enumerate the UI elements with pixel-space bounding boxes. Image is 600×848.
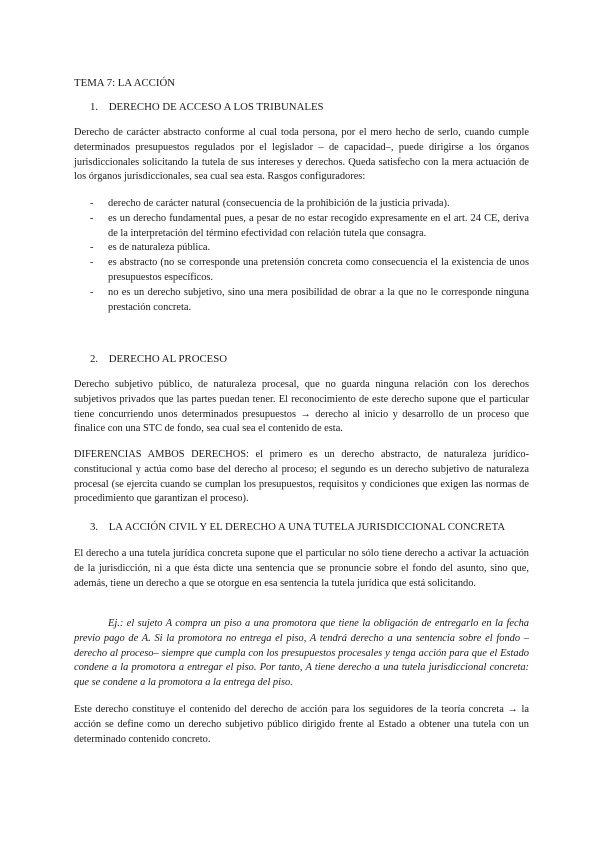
section-1-title: DERECHO DE ACCESO A LOS TRIBUNALES <box>108 101 324 113</box>
section-2-differences: DIFERENCIAS AMBOS DERECHOS: el primero es un derecho abstracto, de naturaleza jurídico-constitucional y actúa como base del derecho al proceso; el segundo es un derecho subjetivo de naturaleza procesal (se ejercita cuando se cumplan los presupuestos, requisitos y condiciones que exigen las normas de procedimiento que garantizan el proceso). <box>74 449 529 505</box>
section-2-number: 2. <box>90 353 99 365</box>
section-1-bullet-list <box>90 197 529 315</box>
section-3-paragraph-2: Este derecho constituye el contenido del derecho de acción para los seguidores de la teoría concreta → la acción se define como un derecho subjetivo público dirigido frente al Estado a obtener una tutela con un determinado contenido concreto. <box>74 704 529 745</box>
list-item: - es un derecho fundamental pues, a pesar de no estar recogido expresamente en el art. 24 CE, deriva de la interpretación del término efectividad con relación tutela que consagra. <box>90 212 529 239</box>
section-3-example: Ej.: el sujeto A compra un piso a una promotora que tiene la obligación de entregarlo en la fecha previo pago de A. Si la promotora no entrega el piso, A tendrá derecho a una sentencia sobre el fondo –derecho al proceso– siempre que cumpla con los presupuestos procesales y tenga acción para que el Estado condene a la promotora a entregar el piso. Por tanto, A tiene derecho a una tutela jurisdiccional concreta: que se condene a la promotora a la entrega del piso. <box>74 618 529 689</box>
section-2-title: DERECHO AL PROCESO <box>108 353 228 365</box>
section-3-paragraph-1: El derecho a una tutela jurídica concreta supone que el particular no sólo tiene derecho a activar la actuación de la jurisdicción, ni a que ésta dicte una sentencia que se pronuncie sobre el fondo del asunto, sino que, además, tiene un derecho a que se otorgue en esa sentencia la tutela jurídica que está solicitando. <box>74 548 529 589</box>
section-3-heading <box>90 520 505 535</box>
list-item: - es de naturaleza pública. <box>90 242 211 254</box>
section-3-title: LA ACCIÓN CIVIL Y EL DERECHO A UNA TUTELA JURISDICCIONAL CONCRETA <box>108 521 506 533</box>
section-2-heading <box>90 352 227 367</box>
list-item: - no es un derecho subjetivo, sino una mera posibilidad de obrar a la que no le corresponde ninguna prestación concreta. <box>90 286 529 313</box>
section-3-number: 3. <box>90 521 99 533</box>
section-2-paragraph: Derecho subjetivo público, de naturaleza procesal, que no guarda ninguna relación con los derechos subjetivos privados que las partes puedan tener. El reconocimiento de este derecho supone que el particular tiene concurriendo unos determinados presupuestos → derecho al inicio y desarrollo de un proceso que finalice con una STC de fondo, sea cual sea el contenido de esta. <box>74 379 529 435</box>
section-1-number: 1. <box>90 101 99 113</box>
document-title: TEMA 7: LA ACCIÓN <box>74 77 176 89</box>
list-item: - derecho de carácter natural (consecuencia de la prohibición de la justicia privada). <box>90 198 450 209</box>
list-item: - es abstracto (no se corresponde una pretensión concreta como consecuencia el la existencia de unos presupuestos específicos. <box>90 257 529 283</box>
section-1-heading <box>90 100 324 115</box>
section-1-paragraph: Derecho de carácter abstracto conforme al cual toda persona, por el mero hecho de serlo, cuando cumple determinados presupuestos regulados por el legislador – de capacidad–, puede dirigirse a los órganos jurisdiccionales solicitando la tutela de sus intereses y derechos. Queda satisfecho con la mera actuación de los órganos jurisdiccionales, sea cual sea esta. Rasgos configuradores: <box>74 127 529 183</box>
